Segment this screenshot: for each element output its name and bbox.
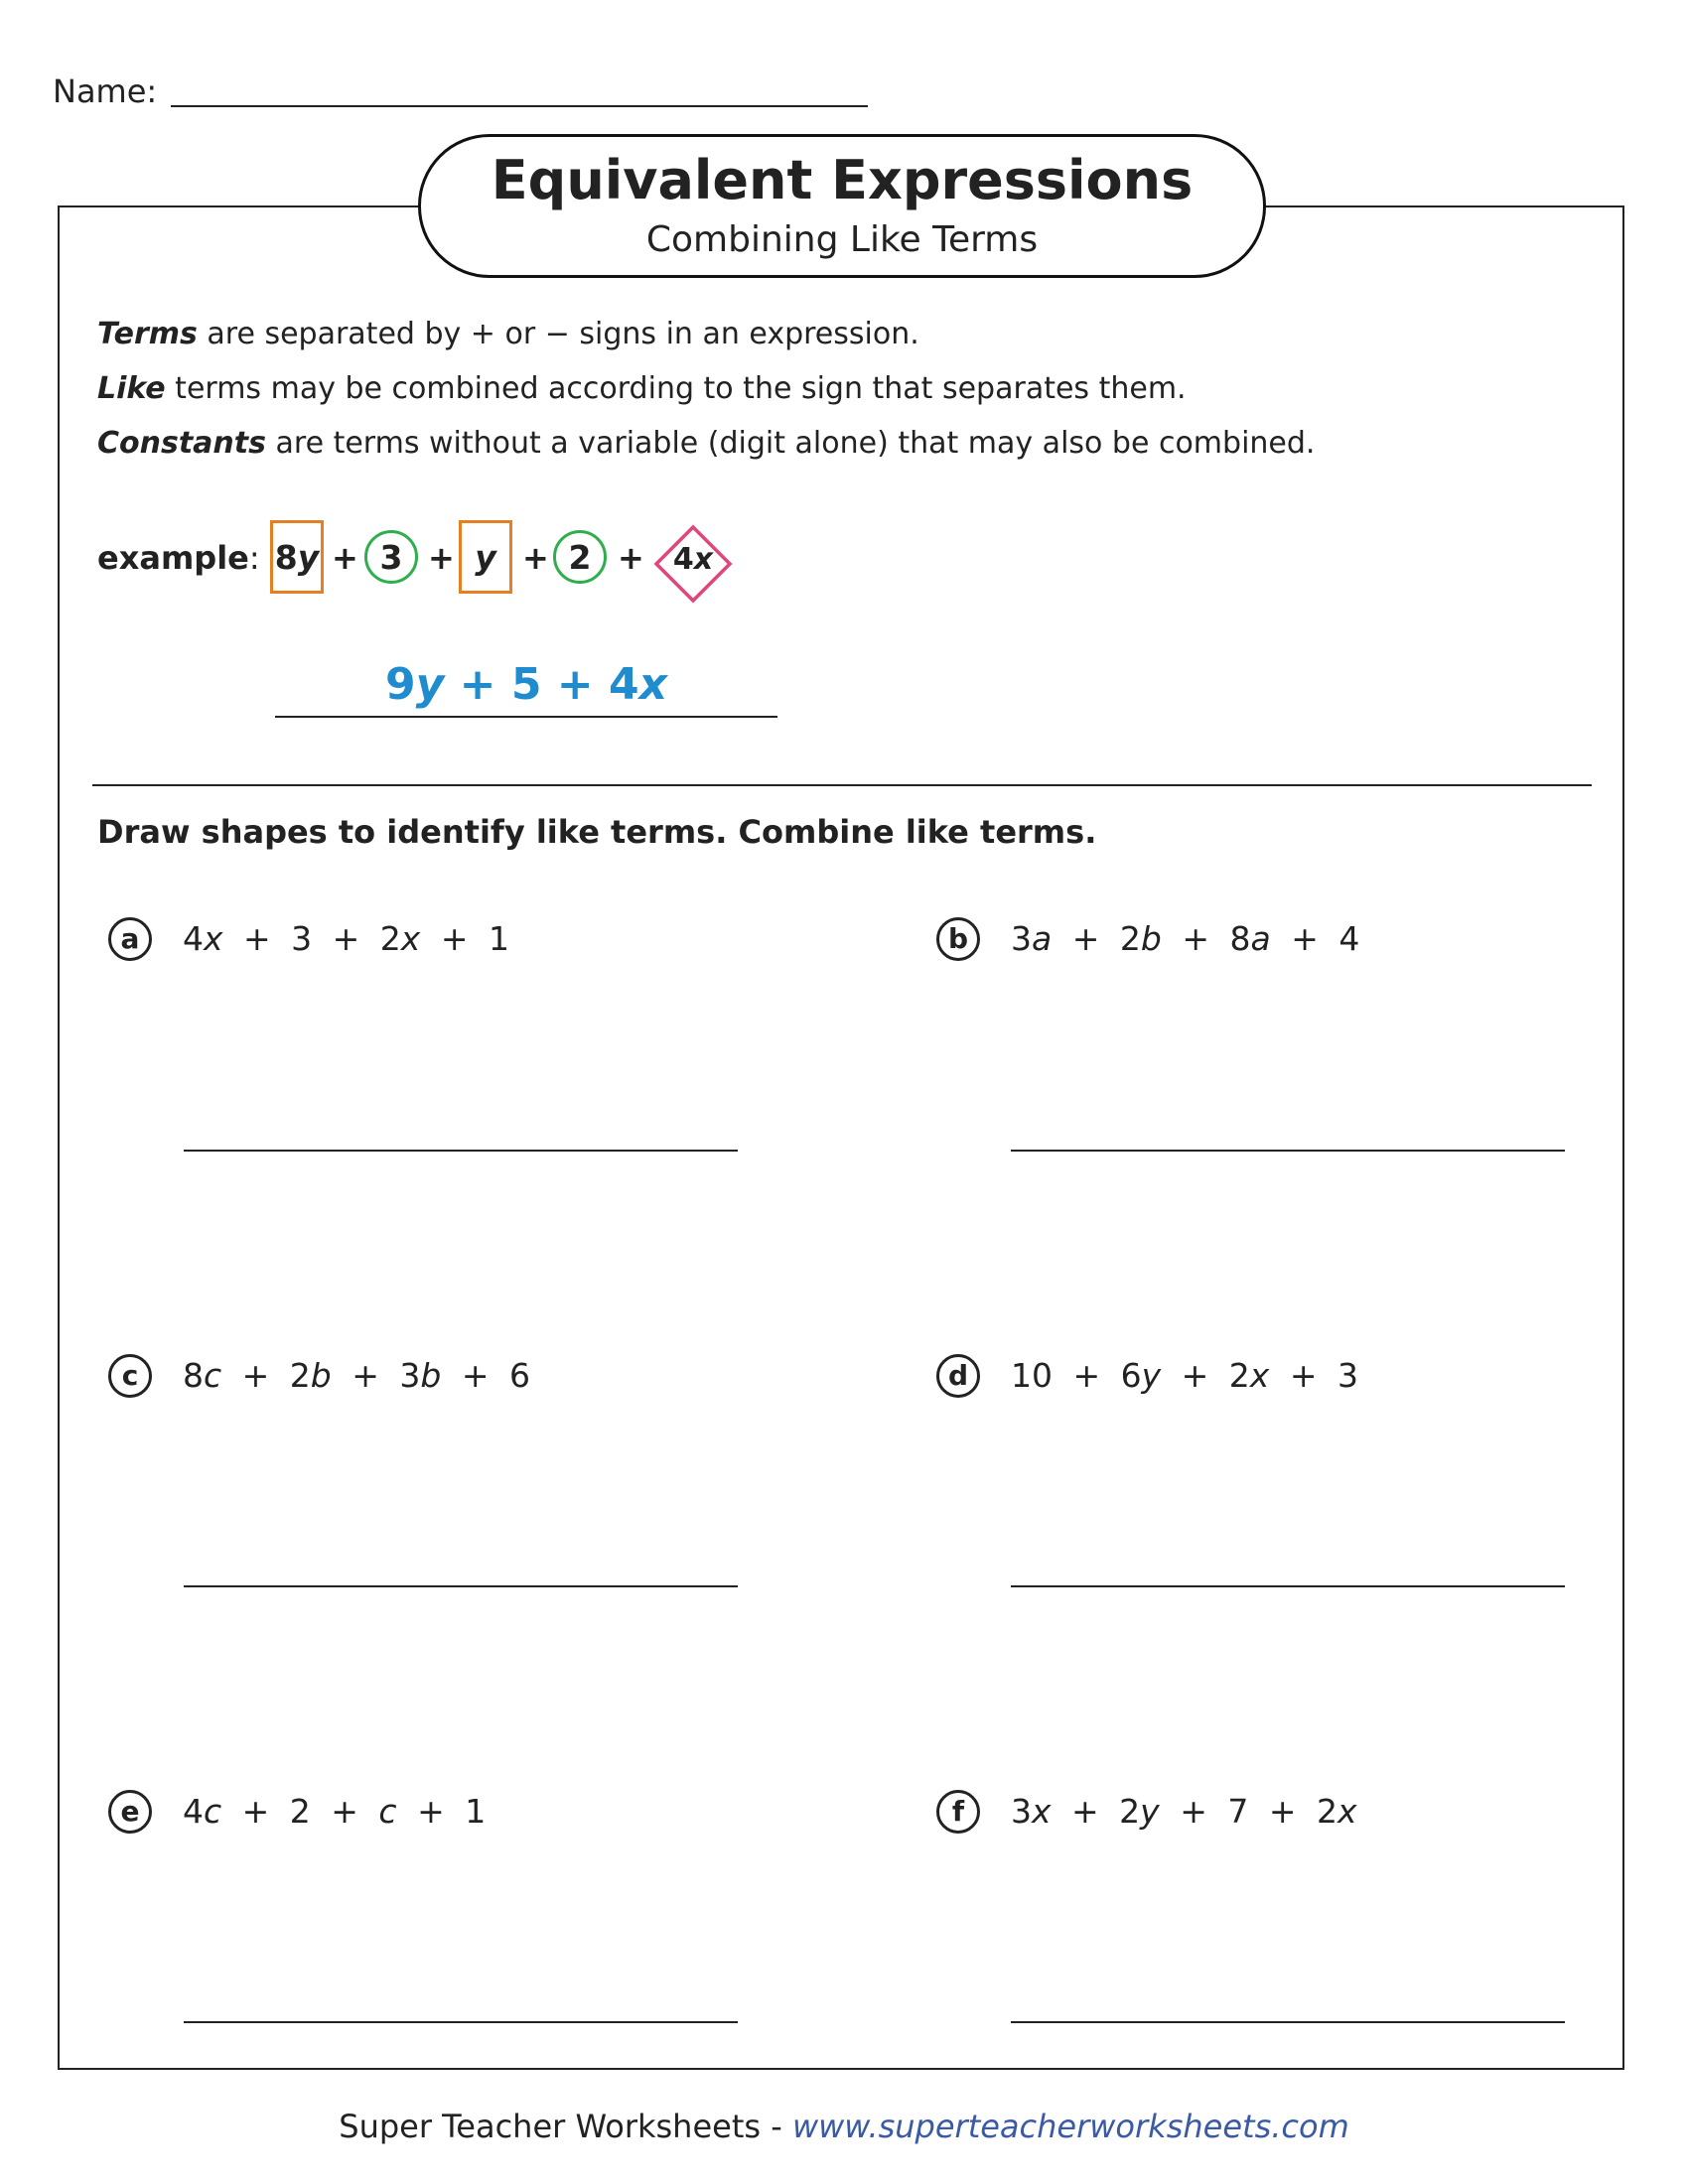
name-field-line[interactable] [171, 105, 868, 107]
problem-letter-e: e [108, 1790, 152, 1834]
problem-letter-f: f [936, 1790, 980, 1834]
example-label: example: [97, 539, 260, 577]
problem-expression-d: 10 + 6y + 2x + 3 [1011, 1356, 1358, 1395]
definition-text: are separated by + or − signs in an expression. [197, 317, 919, 351]
instructions: Draw shapes to identify like terms. Combine like terms. [97, 813, 1097, 851]
problem-expression-f: 3x + 2y + 7 + 2x [1011, 1792, 1357, 1831]
footer [0, 2107, 1688, 2146]
answer-line-d[interactable] [1011, 1585, 1565, 1587]
example-term-circle: 3 [364, 530, 418, 584]
example-term-square: 8 y [270, 520, 324, 594]
plus-sign: + [428, 539, 455, 577]
definition-term: Like [97, 371, 166, 406]
page-title: Equivalent Expressions [491, 149, 1194, 211]
name-label: Name: [53, 72, 158, 110]
problem-letter-b: b [936, 917, 980, 961]
section-divider [92, 784, 1592, 786]
plus-sign: + [522, 539, 549, 577]
answer-line-a[interactable] [184, 1150, 738, 1152]
example-answer: 9y + 5 + 4x [385, 659, 667, 710]
problem-expression-a: 4x + 3 + 2x + 1 [183, 919, 509, 958]
definition-text: terms may be combined according to the sign that separates them. [165, 371, 1187, 406]
footer-url[interactable]: www.superteacherworksheets.com [791, 2108, 1349, 2145]
problem-expression-b: 3a + 2b + 8a + 4 [1011, 919, 1360, 958]
definition-text: are terms without a variable (digit alone) that may also be combined. [265, 426, 1316, 461]
problem-expression-e: 4c + 2 + c + 1 [183, 1792, 487, 1831]
plus-sign: + [618, 539, 644, 577]
plus-sign: + [332, 539, 358, 577]
definition-like [97, 370, 1187, 408]
answer-line-f[interactable] [1011, 2021, 1565, 2023]
problem-letter-c: c [108, 1354, 152, 1398]
example-term-square: y [459, 520, 512, 594]
answer-line-e[interactable] [184, 2021, 738, 2023]
definition-term: Constants [97, 426, 266, 461]
definition-constants [97, 425, 1315, 463]
definition-term: Terms [97, 317, 198, 351]
definition-terms [97, 316, 919, 353]
answer-line-b[interactable] [1011, 1150, 1565, 1152]
answer-line-c[interactable] [184, 1585, 738, 1587]
page-subtitle: Combining Like Terms [645, 219, 1039, 260]
example-answer-line [275, 716, 777, 718]
footer-brand: Super Teacher Worksheets - [339, 2108, 792, 2145]
example-term-circle: 2 [553, 530, 607, 584]
example-term-diamond: 4x [672, 542, 714, 577]
problem-letter-d: d [936, 1354, 980, 1398]
problem-expression-c: 8c + 2b + 3b + 6 [183, 1356, 530, 1395]
problem-letter-a: a [108, 917, 152, 961]
